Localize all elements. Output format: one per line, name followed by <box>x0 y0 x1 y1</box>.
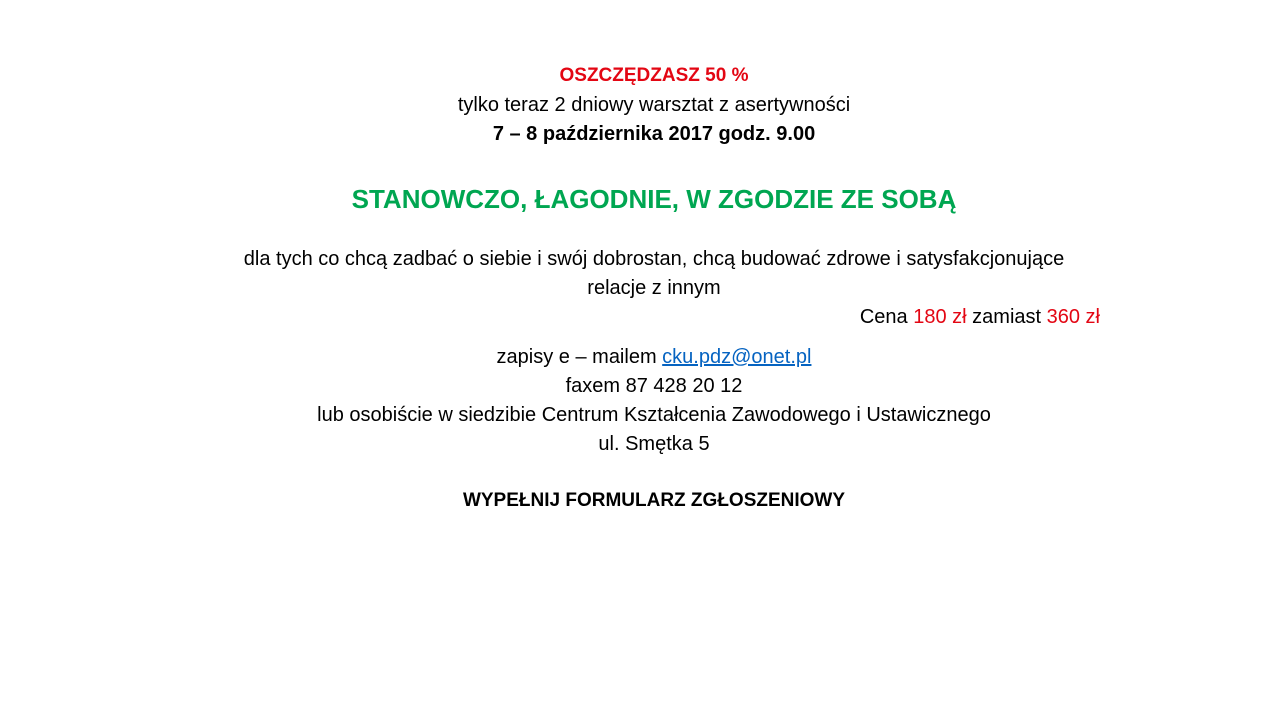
email-signup-line <box>14 344 1280 370</box>
registration-form-cta[interactable]: WYPEŁNIJ FORMULARZ ZGŁOSZENIOWY <box>462 490 846 511</box>
price-label: Cena <box>859 306 908 328</box>
intro-text: tylko teraz 2 dniowy warsztat z asertywności <box>457 94 851 116</box>
fax-line: faxem 87 428 20 12 <box>565 375 743 397</box>
price-new: 180 zł <box>913 306 967 328</box>
price-connector: zamiast <box>972 306 1042 328</box>
email-signup-label: zapisy e – mailem <box>496 346 657 368</box>
email-link[interactable]: cku.pdz@onet.pl <box>662 346 812 368</box>
workshop-dates: 7 – 8 października 2017 godz. 9.00 <box>492 123 816 145</box>
description-line-2: relacje z innym <box>587 277 721 299</box>
promo-discount-text: OSZCZĘDZASZ 50 % <box>559 65 749 86</box>
street-address: ul. Smętka 5 <box>598 433 710 455</box>
workshop-headline: STANOWCZO, ŁAGODNIE, W ZGODZIE ZE SOBĄ <box>351 184 957 214</box>
price-old: 360 zł <box>1046 306 1100 328</box>
in-person-line: lub osobiście w siedzibie Centrum Kształcenia Zawodowego i Ustawicznego <box>317 404 991 426</box>
price-line <box>0 304 1100 330</box>
description-line-1: dla tych co chcą zadbać o siebie i swój dobrostan, chcą budować zdrowe i satysfakcjonujące <box>243 248 1065 270</box>
